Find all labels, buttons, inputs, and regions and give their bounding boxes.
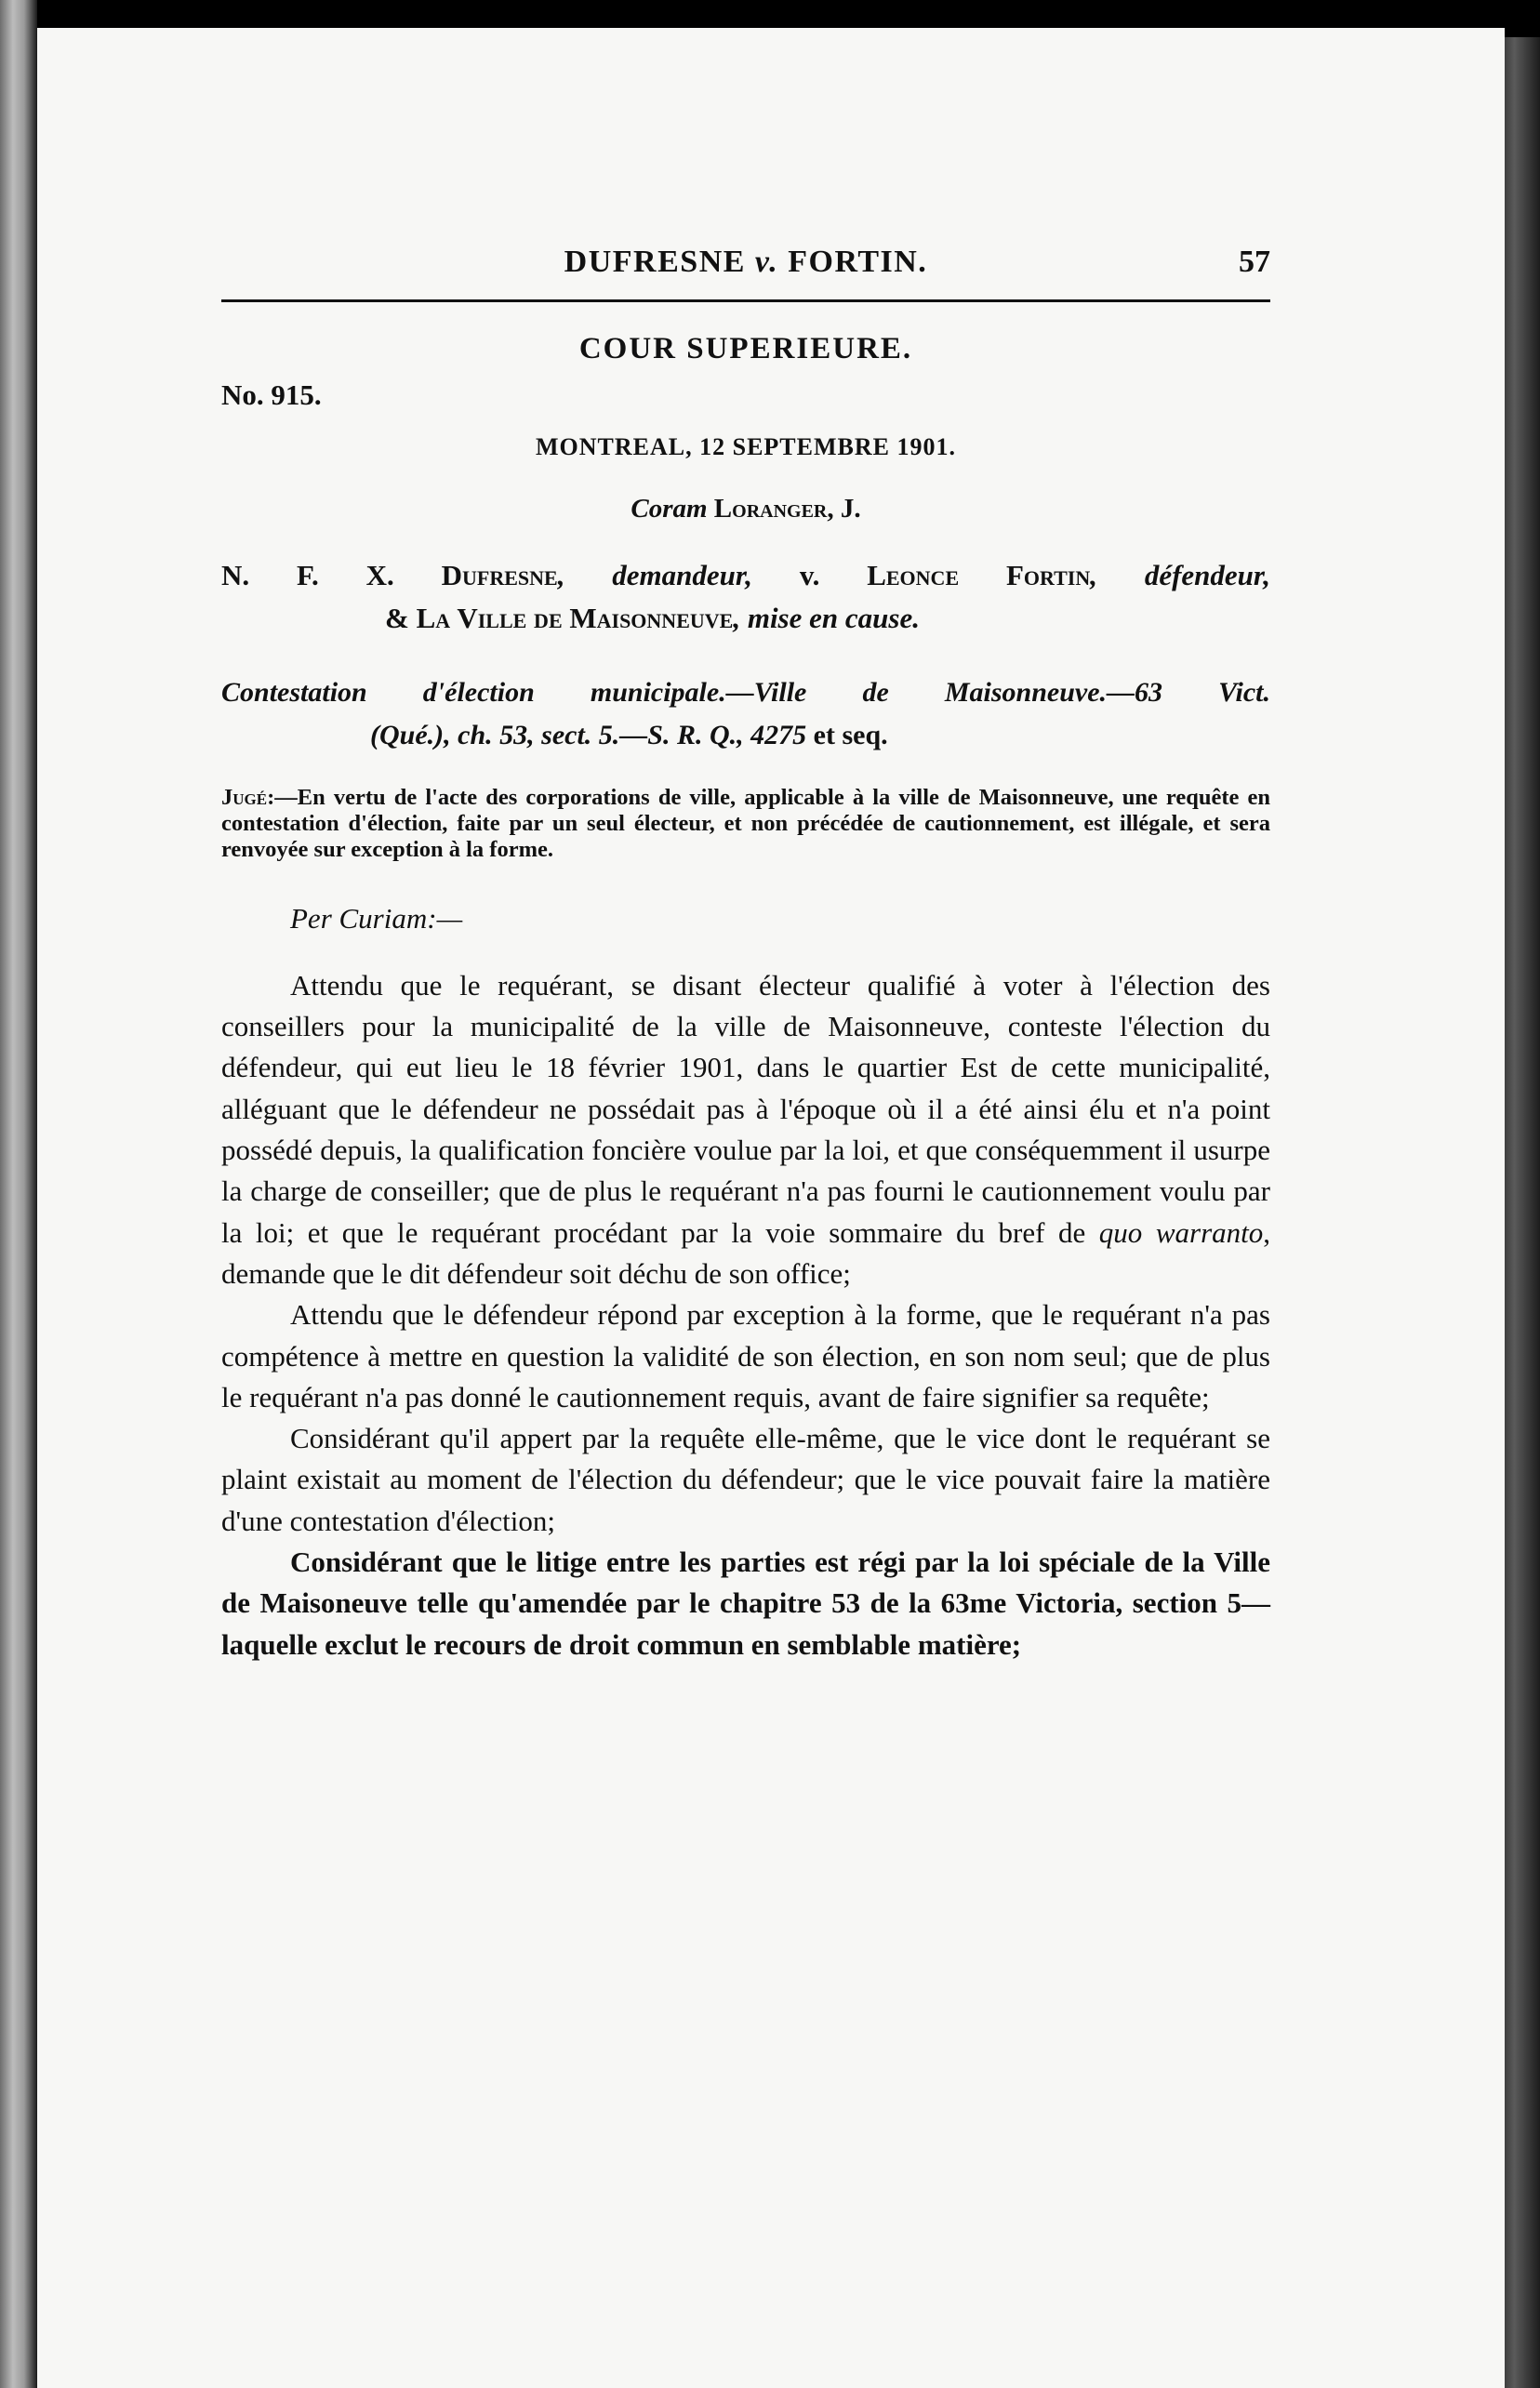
per-curiam: Per Curiam:— xyxy=(290,901,463,935)
subject-line-2 xyxy=(221,714,1270,757)
paragraph-1-text-b: , demande que le dit défendeur soit déchu de son office; xyxy=(221,1215,1271,1290)
case-number: No. 915. xyxy=(221,378,322,411)
headnote xyxy=(221,785,1270,863)
court-block xyxy=(221,328,1270,429)
paragraph-1-italic: quo warranto xyxy=(1098,1215,1264,1249)
parties-line-2 xyxy=(221,597,1270,640)
subject-et-seq: et seq. xyxy=(806,719,888,750)
running-head xyxy=(221,242,1270,292)
subject-line-1: Contestation d'élection municipale.—Ville de Maisonneuve.—63 Vict. xyxy=(221,676,1270,708)
party-3-prefix: & xyxy=(385,601,417,634)
parties xyxy=(221,554,1270,640)
left-page-edge xyxy=(0,0,37,2388)
hearing-date: MONTREAL, 12 SEPTEMBRE 1901. xyxy=(536,433,956,460)
party-3-role: , mise en cause. xyxy=(733,601,920,634)
paragraph-2: Attendu que le défendeur répond par exception à la forme, que le requérant n'a pas compétence à mettre en question la validité de son élection, en son nom seul; que de plus le requérant n'a pas donné le cautionnement requis, avant de faire signifier sa requête; xyxy=(221,1298,1270,1413)
subject-heading xyxy=(221,671,1270,757)
subject-citation: (Qué.), ch. 53, sect. 5.—S. R. Q., 4275 xyxy=(370,719,807,750)
scanned-page xyxy=(37,28,1505,2388)
running-title xyxy=(221,242,1270,283)
court-title: COUR SUPERIEURE. xyxy=(578,332,913,365)
running-title-right: FORTIN. xyxy=(788,245,928,279)
paragraph-3: Considérant qu'il appert par la requête elle-même, que le vice dont le requérant se plaint existait au moment de l'élection du défendeur; que le vice pouvait faire la matière d'une contestation d'élection; xyxy=(221,1422,1270,1537)
paragraph-4: Considérant que le litige entre les parties est régi par la loi spéciale de la Ville de Maisoneuve telle qu'amendée par le chapitre 53 de la 63me Victoria, section 5—laquelle exclut le recours de droit commun en semblable matière; xyxy=(221,1546,1270,1661)
coram-word: Coram xyxy=(631,494,708,524)
running-title-left: DUFRESNE xyxy=(564,245,746,279)
party-1-role: , demandeur, xyxy=(557,558,752,591)
party-3-name: La Ville de Maisonneuve xyxy=(416,601,734,634)
running-title-versus: v. xyxy=(754,245,779,279)
judge-suffix: , J. xyxy=(827,494,861,524)
versus: v. xyxy=(752,558,868,591)
coram-line xyxy=(221,488,1270,529)
headnote-text: :—En vertu de l'acte des corporations de ville, applicable à la ville de Maisonneuve, une requête en contestation d'élection, faite par un seul électeur, et non précédée de cautionnement, est illégale, et sera renvoyée sur exception à la forme. xyxy=(221,784,1270,862)
party-1-prefix: N. F. X. xyxy=(221,558,394,591)
judge-name: Loranger xyxy=(713,494,828,524)
party-2-name: Leonce Fortin xyxy=(867,558,1091,591)
headnote-lead: Jugé xyxy=(221,784,268,810)
party-1-name: Dufresne xyxy=(441,558,558,591)
paragraph-1-text-a: Attendu que le requérant, se disant électeur qualifié à voter à l'élection des conseillers pour la municipalité de la ville de Maisonneuve, conteste l'élection du défendeur, qui eut lieu le 18 février 1901, dans le quartier Est de cette municipalité, alléguant que le défendeur ne possédait pas à l'époque où il a été ainsi élu et n'a point possédé depuis, la qualification foncière voulue par la loi, et que conséquemment il usurpe la charge de conseiller; que de plus le requérant n'a pas fourni le cautionnement voulu par la loi; et que le requérant procédant par la voie sommaire du bref de xyxy=(221,968,1270,1249)
page-number: 57 xyxy=(1239,245,1270,279)
page-content xyxy=(221,242,1270,1665)
parties-line-1 xyxy=(221,554,1270,597)
paragraph-1 xyxy=(221,965,1270,1294)
party-2-role: , défendeur, xyxy=(1090,558,1271,591)
header-rule xyxy=(221,299,1270,302)
